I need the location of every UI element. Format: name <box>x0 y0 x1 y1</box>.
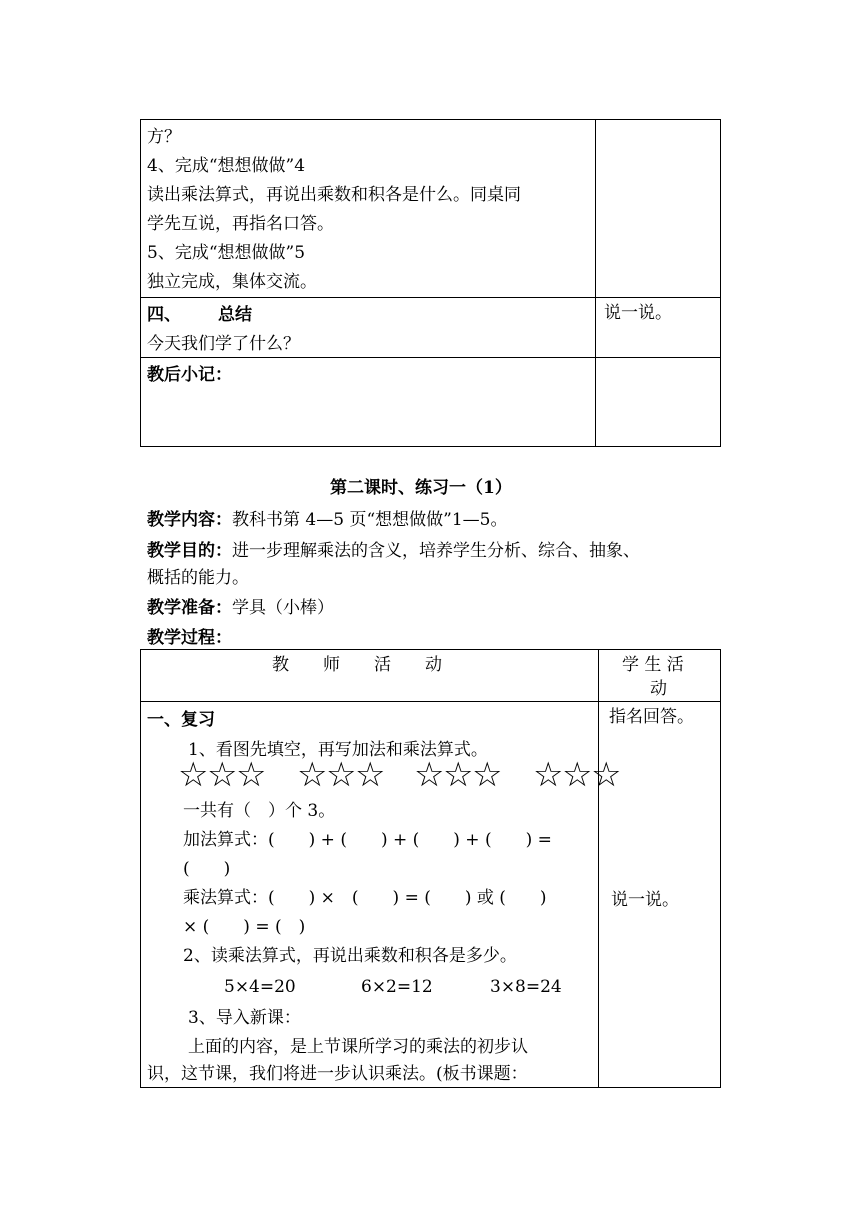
row1-line2: 4、完成“想想做做”4 <box>147 156 306 176</box>
addition-equation-line2: ( ) <box>183 859 231 879</box>
star-icon: ☆ <box>355 755 386 795</box>
header-teacher-activity: 教 师 活 动 <box>272 655 442 675</box>
row1-line1: 方？ <box>147 127 181 147</box>
star-icon: ☆ <box>472 755 503 795</box>
star-icon: ☆ <box>533 755 564 795</box>
student-answer-1: 指名回答。 <box>609 707 694 727</box>
star-icon: ☆ <box>443 755 474 795</box>
equation-3: 3×8=24 <box>490 977 562 997</box>
question-2: 2、读乘法算式，再说出乘数和积各是多少。 <box>183 946 517 966</box>
row1-line6: 独立完成，集体交流。 <box>147 272 317 292</box>
teaching-prep-text: 学具（小棒） <box>232 598 334 618</box>
lesson-title: 第二课时、练习一（1） <box>330 478 512 498</box>
row1-line4: 学先互说，再指名口答。 <box>147 214 334 234</box>
star-icon: ☆ <box>591 755 622 795</box>
star-icon: ☆ <box>178 755 209 795</box>
star-icon: ☆ <box>236 755 267 795</box>
star-icon: ☆ <box>562 755 593 795</box>
star-icon: ☆ <box>326 755 357 795</box>
question-3: 3、导入新课： <box>188 1008 301 1028</box>
section-review-title: 一、复习 <box>147 710 215 730</box>
summary-question: 今天我们学了什么？ <box>147 334 300 354</box>
teaching-goal-text: 进一步理解乘法的含义，培养学生分析、综合、抽象、 <box>232 541 640 561</box>
star-icon: ☆ <box>414 755 445 795</box>
teaching-content-label: 教学内容： <box>147 510 232 530</box>
teaching-goal-cont: 概括的能力。 <box>147 568 249 588</box>
equation-1: 5×4=20 <box>224 977 296 997</box>
header-student-activity-1: 学 生 活 <box>622 655 684 675</box>
star-icon: ☆ <box>207 755 238 795</box>
star-icon: ☆ <box>297 755 328 795</box>
teaching-content-text: 教科书第 4—5 页“想想做做”1—5。 <box>232 510 508 530</box>
multiplication-equation-line1: 乘法算式：( ) × ( ) = ( ) 或 ( ) <box>183 888 547 908</box>
multiplication-equation-line2: × ( ) = ( ) <box>183 917 306 937</box>
teaching-content <box>147 509 507 532</box>
intro-line2: 识，这节课，我们将进一步认识乘法。(板书课题： <box>147 1064 528 1084</box>
summary-heading-number: 四、 <box>147 305 181 325</box>
equation-2: 6×2=12 <box>361 977 433 997</box>
row1-line5: 5、完成“想想做做”5 <box>147 243 306 263</box>
row1-line3: 读出乘法算式，再说出乘数和积各是什么。同桌同 <box>147 185 521 205</box>
header-student-activity-2: 动 <box>650 679 667 699</box>
teaching-goal-label: 教学目的： <box>147 541 232 561</box>
teaching-prep-label: 教学准备： <box>147 598 232 618</box>
summary-student-activity: 说一说。 <box>604 303 672 323</box>
question-1: 1、看图先填空，再写加法和乘法算式。 <box>188 740 488 760</box>
post-lesson-notes-heading: 教后小记： <box>147 365 232 385</box>
teaching-prep <box>147 597 334 620</box>
summary-heading-title: 总结 <box>218 305 252 325</box>
intro-line1: 上面的内容，是上节课所学习的乘法的初步认 <box>188 1037 528 1057</box>
blank-total: 一共有（ ）个 3。 <box>183 801 336 821</box>
teaching-process-label: 教学过程： <box>147 628 232 648</box>
addition-equation-line1: 加法算式：( ) + ( ) + ( ) + ( ) = <box>183 830 552 850</box>
teaching-goal <box>147 540 640 563</box>
student-answer-2: 说一说。 <box>611 890 679 910</box>
